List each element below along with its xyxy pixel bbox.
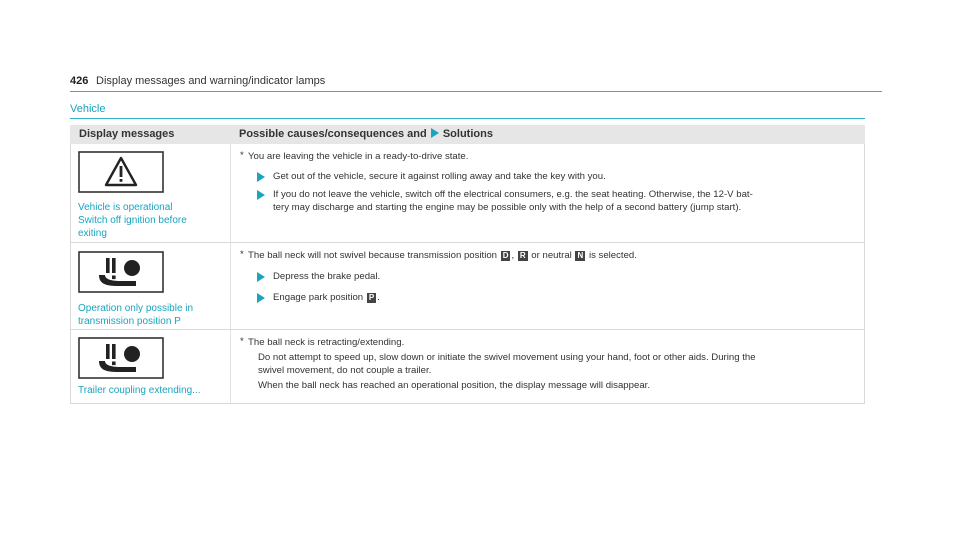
col-header-solutions: Solutions [442,128,493,140]
step-arrow-icon [257,272,265,282]
step-text: If you do not leave the vehicle, switch off the electrical consumers, e.g. the seat heating. Otherwise, the 12-V bat- [273,189,753,200]
display-message: Vehicle is operational Switch off ignition before exiting [78,202,187,239]
key-p-icon: P [368,293,375,302]
display-message: Trailer coupling extending... [78,385,201,396]
cause-text: You are leaving the vehicle in a ready-to-drive state. [248,151,469,162]
table-row [70,144,865,243]
trailer-hitch-warning-icon [78,337,164,379]
info-text: Do not attempt to speed up, slow down or initiate the swivel movement using your hand, foot or other aids. During the [258,352,756,363]
step-text: Depress the brake pedal. [273,271,381,282]
info-text: When the ball neck has reached an operational position, the display message will disappear. [258,380,650,391]
page-header [70,75,882,92]
step-text: Engage park position P . [273,292,380,303]
asterisk: * [240,150,244,161]
display-messages-table [70,125,865,403]
step-text: Get out of the vehicle, secure it against rolling away and take the key with you. [273,171,606,182]
table-row [70,243,865,330]
col-header-causes: Possible causes/consequences and [239,128,427,140]
table-row [70,330,865,404]
key-d-icon: D [502,251,509,260]
key-n-icon: N [577,251,584,260]
asterisk: * [240,336,244,347]
table-header [70,125,865,144]
col-header-display-messages: Display messages [79,128,175,140]
cause-text: The ball neck is retracting/extending. [248,337,405,348]
page-number: 426 [70,75,89,87]
step-arrow-icon [257,293,265,303]
col-header-causes-solutions [239,128,493,140]
step-arrow-icon [257,172,265,182]
cause-text: The ball neck will not swivel because transmission position D , R or neutral N is selected. [248,250,637,261]
info-text: swivel movement, do not couple a trailer. [258,365,432,376]
section-rule [70,118,865,119]
step-arrow-icon [257,190,265,200]
solution-arrow-icon [431,128,439,138]
key-r-icon: R [519,251,526,260]
step-text-continued: tery may discharge and starting the engine may be possible only with the help of a second battery (jump start). [273,202,742,213]
section-title: Vehicle [70,103,106,115]
asterisk: * [240,249,244,260]
page-title: Display messages and warning/indicator lamps [96,75,326,87]
column-divider [230,330,231,403]
trailer-hitch-warning-icon [78,251,164,293]
column-divider [230,144,231,242]
display-message: Operation only possible in transmission position P [78,303,194,327]
column-divider [230,243,231,329]
warning-triangle-icon [78,151,164,193]
